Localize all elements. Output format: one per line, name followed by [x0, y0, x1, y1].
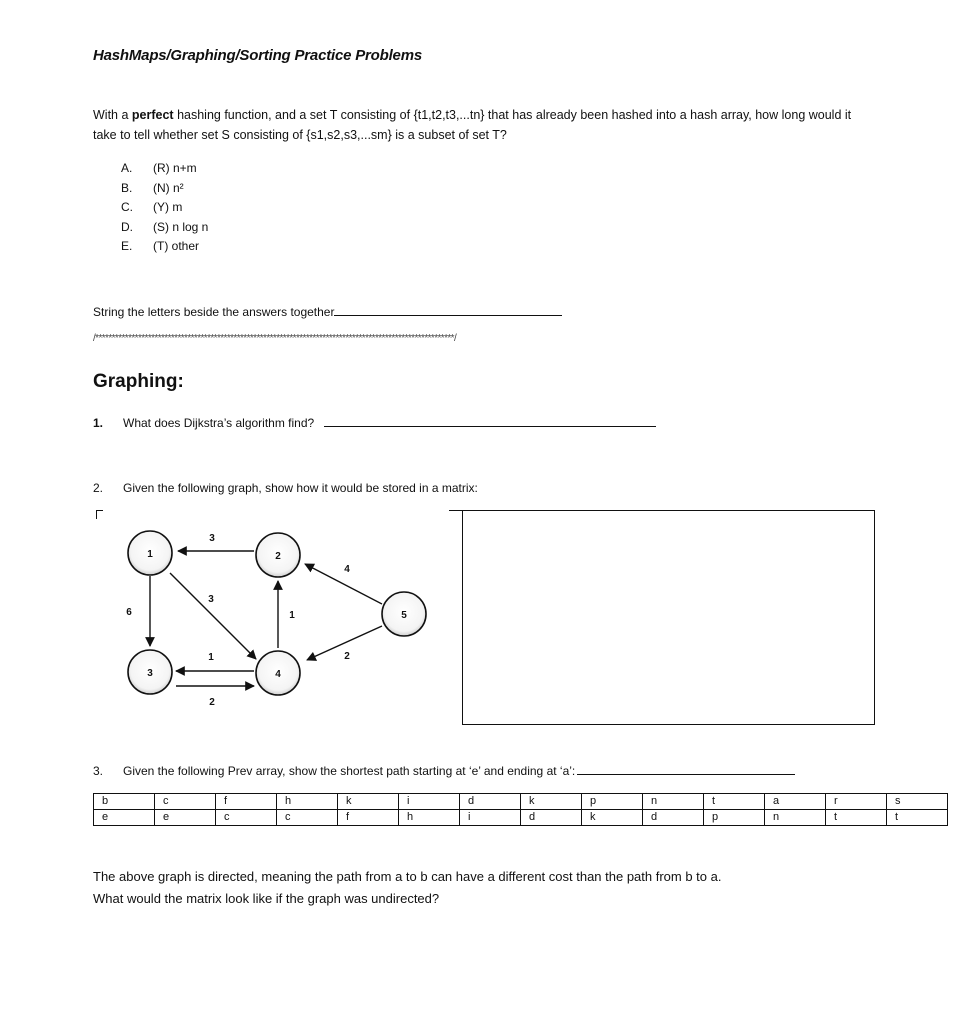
prev-cell: t [887, 810, 948, 826]
directed-graph [96, 510, 461, 725]
node-label-3: 3 [147, 668, 153, 679]
prev-cell: c [216, 810, 277, 826]
prev-cell: n [765, 810, 826, 826]
string-letters-prompt: String the letters beside the answers together [93, 303, 562, 319]
path-answer-blank[interactable] [577, 762, 795, 775]
question-prev-array: 3. Given the following Prev array, show the shortest path starting at ‘e’ and ending at ‘a’: [93, 762, 795, 778]
prev-cell: n [643, 794, 704, 810]
page-title: HashMaps/Graphing/Sorting Practice Problems [93, 47, 422, 64]
prev-array-table [93, 793, 948, 826]
prev-cell: d [643, 810, 704, 826]
divider: /*************************************************************************************************************/ [93, 333, 457, 344]
graphing-heading: Graphing: [93, 371, 184, 392]
prev-cell: k [338, 794, 399, 810]
prev-cell: t [826, 810, 887, 826]
question-dijkstra: 1. What does Dijkstra’s algorithm find? [93, 414, 656, 430]
prev-cell: p [704, 810, 765, 826]
weight-5-2: 4 [344, 564, 350, 575]
prev-cell: i [399, 794, 460, 810]
prev-cell: k [521, 794, 582, 810]
node-label-5: 5 [401, 610, 407, 621]
prev-cell: r [826, 794, 887, 810]
prev-row-2 [94, 810, 948, 826]
weight-4-3: 1 [208, 652, 214, 663]
choice-a: A. (R) n+m [121, 161, 197, 175]
prev-cell: e [155, 810, 216, 826]
weight-1-4: 3 [208, 594, 214, 605]
answer-blank[interactable] [334, 303, 562, 316]
undirected-line-2: What would the matrix look like if the graph was undirected? [93, 891, 440, 906]
question-text-end: hashing function, and a set T consisting of {t1,t2,t3,...tn} that has already been hashed into a hash array, how long would it take to tell whether set S consisting of {s1,s2,s3,...sm} is a subset of set T? [93, 108, 852, 142]
undirected-question [93, 866, 893, 910]
question-bold-word: perfect [131, 108, 174, 122]
weight-1-3: 6 [126, 607, 132, 618]
node-label-2: 2 [275, 551, 281, 562]
prev-cell: t [704, 794, 765, 810]
prev-cell: c [155, 794, 216, 810]
prev-cell: c [277, 810, 338, 826]
prev-cell: d [460, 794, 521, 810]
matrix-answer-box[interactable] [462, 510, 875, 725]
prev-cell: f [216, 794, 277, 810]
question-matrix: 2. Given the following graph, show how it would be stored in a matrix: [93, 481, 478, 495]
dijkstra-answer-blank[interactable] [324, 414, 656, 427]
prev-cell: i [460, 810, 521, 826]
prev-cell: h [399, 810, 460, 826]
undirected-line-1: The above graph is directed, meaning the path from a to b can have a different cost than the path from b to a. [93, 869, 722, 884]
prev-cell: b [94, 794, 155, 810]
prev-cell: e [94, 810, 155, 826]
prev-cell: p [582, 794, 643, 810]
choice-e: E. (T) other [121, 239, 200, 253]
node-label-1: 1 [147, 549, 153, 560]
prev-cell: a [765, 794, 826, 810]
prev-cell: h [277, 794, 338, 810]
prev-cell: s [887, 794, 948, 810]
question-hashing [93, 105, 873, 145]
weight-2-1: 3 [209, 533, 215, 544]
weight-3-4: 2 [209, 697, 215, 708]
node-label-4: 4 [275, 669, 281, 680]
weight-4-2: 1 [289, 610, 295, 621]
question-text-start: With a [93, 108, 132, 122]
choice-b: B. (N) n² [121, 180, 184, 195]
prev-cell: f [338, 810, 399, 826]
edge-1-4 [170, 573, 256, 659]
prev-cell: d [521, 810, 582, 826]
choice-c: C. (Y) m [121, 200, 183, 214]
prev-cell: k [582, 810, 643, 826]
weight-5-4: 2 [344, 651, 350, 662]
choice-d: D. (S) n log n [121, 219, 209, 234]
answer-choices [121, 159, 208, 257]
prev-row-1 [94, 794, 948, 810]
